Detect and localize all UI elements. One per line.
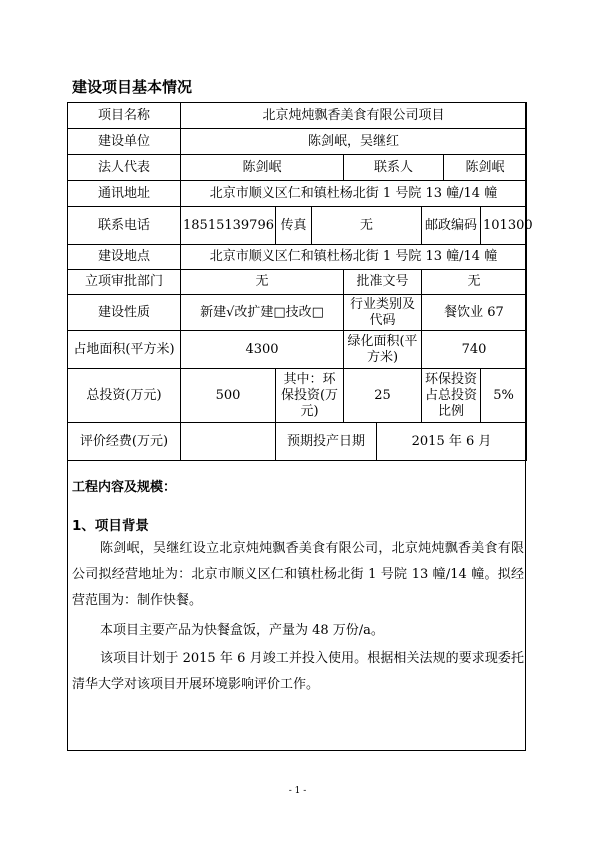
background-paragraph-2: 本项目主要产品为快餐盒饭，产量为 48 万份/a。 [100,623,384,638]
table-row [68,181,527,207]
fax-value: 无 [312,207,422,245]
site-label: 建设地点 [68,245,181,270]
postal-label: 邮政编码 [422,207,481,245]
approval-no-label: 批准文号 [344,270,422,295]
contact-label: 联系人 [344,155,444,181]
industry-value: 餐饮业 67 [422,295,527,331]
phone-value: 18515139796 [181,207,276,245]
approval-dept-value: 无 [181,270,344,295]
background-title: 1、项目背景 [72,518,149,534]
table-row [68,245,527,270]
fax-label: 传真 [276,207,312,245]
env-ratio-label: 环保投资占总投资比例 [422,369,481,423]
start-date-label: 预期投产日期 [276,423,377,461]
table-row [68,129,527,155]
background-paragraph-3: 该项目计划于 2015 年 6 月竣工并投入使用。根据相关法规的要求现委托清华大学对该项目开展环境影响评价工作。 [72,651,524,692]
contact-value: 陈剑岷 [444,155,527,181]
industry-label: 行业类别及代码 [344,295,422,331]
eval-fee-label: 评价经费(万元) [68,423,181,461]
approval-no-value: 无 [422,270,527,295]
area-label: 占地面积(平方米) [68,331,181,369]
legal-rep-label: 法人代表 [68,155,181,181]
green-label: 绿化面积(平方米) [344,331,422,369]
start-date-value: 2015 年 6 月 [377,423,527,461]
table-row [68,207,527,245]
nature-value: 新建√改扩建□技改□ [181,295,344,331]
approval-dept-label: 立项审批部门 [68,270,181,295]
page-number: - 1 - [288,786,307,796]
table-row [68,331,527,369]
postal-value: 101300 [481,207,527,245]
section-heading: 建设项目基本情况 [72,78,193,96]
project-name-label: 项目名称 [68,103,181,129]
background-paragraph-1: 陈剑岷，吴继红设立北京炖炖飘香美食有限公司，北京炖炖飘香美食有限公司拟经营地址为：北京市顺义区仁和镇杜杨北街 1 号院 13 幢/14 幢。拟经营范围为：制作快餐。 [72,541,524,608]
scope-heading: 工程内容及规模： [72,480,177,495]
phone-label: 联系电话 [68,207,181,245]
env-invest-value: 25 [344,369,422,423]
project-name-value: 北京炖炖飘香美食有限公司项目 [181,103,527,129]
env-invest-label: 其中：环保投资(万元) [276,369,344,423]
table-row [68,103,527,129]
unit-label: 建设单位 [68,129,181,155]
project-content [72,476,524,692]
eval-fee-value [181,423,276,461]
table-row [68,155,527,181]
table-row [68,295,527,331]
legal-rep-value: 陈剑岷 [181,155,344,181]
unit-value: 陈剑岷，吴继红 [181,129,527,155]
nature-label: 建设性质 [68,295,181,331]
address-label: 通讯地址 [68,181,181,207]
area-value: 4300 [181,331,344,369]
invest-value: 500 [181,369,276,423]
table-row [68,369,527,423]
env-ratio-value: 5% [481,369,527,423]
address-value: 北京市顺义区仁和镇杜杨北街 1 号院 13 幢/14 幢 [181,181,527,207]
project-info-table [67,102,533,461]
site-value: 北京市顺义区仁和镇杜杨北街 1 号院 13 幢/14 幢 [181,245,527,270]
green-value: 740 [422,331,527,369]
table-row [68,270,527,295]
table-row [68,423,527,461]
invest-label: 总投资(万元) [68,369,181,423]
